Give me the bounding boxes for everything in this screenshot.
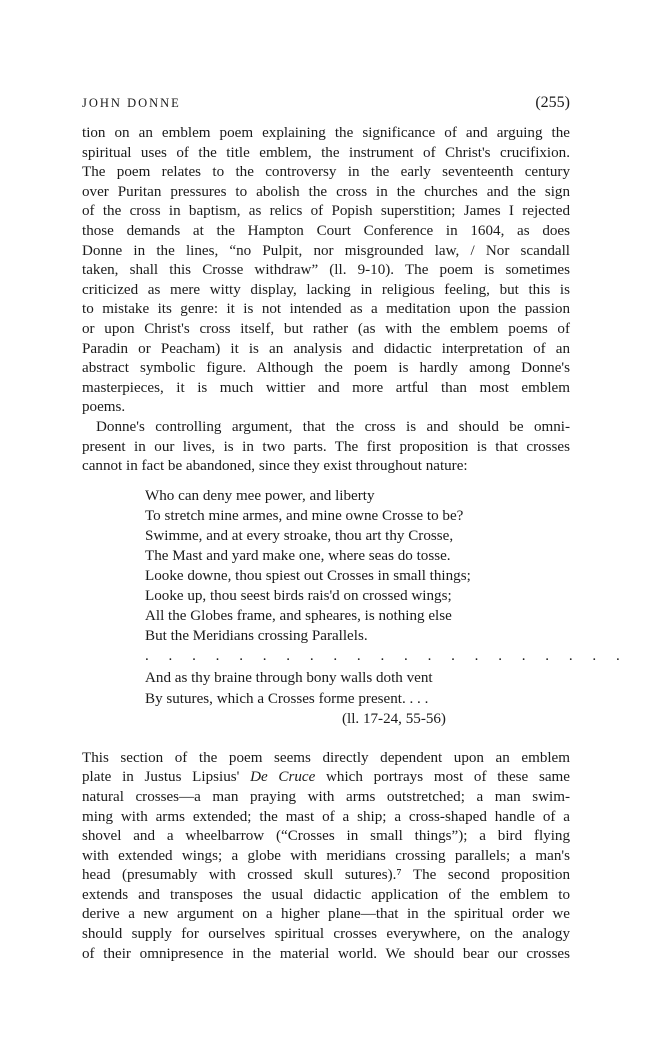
verse-line: Looke up, thou seest birds rais'd on crossed wings; [145, 588, 452, 605]
verse-line: To stretch mine armes, and mine owne Crosse to be? [145, 507, 464, 524]
text-line: criticized as mere witty display, lacking in religious feeling, but this is [82, 281, 570, 298]
verse-line: Swimme, and at every stroake, thou art thy Crosse, [145, 527, 454, 544]
text-span: which portrays most of these same [315, 769, 570, 786]
text-line: present in our lives, is in two parts. The first proposition is that crosses [82, 438, 570, 455]
text-line: derive a new argument on a higher plane—that in the spiritual order we [82, 906, 570, 923]
verse-line: All the Globes frame, and spheares, is nothing else [145, 608, 452, 625]
verse-line: But the Meridians crossing Parallels. [145, 628, 368, 645]
text-line: abstract symbolic figure. Although the poem is hardly among Donne's [82, 360, 570, 377]
verse-citation: (ll. 17-24, 55-56) [342, 710, 446, 727]
text-line: over Puritan pressures to abolish the cross in the churches and the sign [82, 183, 570, 200]
page-number: (255) [535, 94, 570, 111]
text-line: Donne's controlling argument, that the cross is and should be omni- [96, 418, 570, 435]
book-page [82, 94, 628, 964]
running-title: JOHN DONNE [82, 96, 181, 110]
paragraph-controlling-argument [82, 418, 570, 477]
text-line: with extended wings; a globe with meridians crossing parallels; a man's [82, 847, 570, 864]
verse-line: Who can deny mee power, and liberty [145, 487, 375, 504]
verse-line: And as thy braine through bony walls doth vent [145, 670, 433, 687]
verse-line: The Mast and yard make one, where seas do tosse. [145, 547, 451, 564]
book-title-de-cruce: De Cruce [250, 769, 316, 786]
text-line: head (presumably with crossed skull sutures).⁷ The second proposition [82, 867, 570, 884]
text-line: poems. [82, 399, 126, 416]
paragraph-emblem-poem [82, 124, 570, 418]
text-line: extends and transposes the usual didactic application of the emblem to [82, 886, 570, 903]
text-line: This section of the poem seems directly dependent upon an emblem [82, 749, 570, 766]
verse-line: By sutures, which a Crosses forme present. . . . [145, 690, 429, 707]
text-line: to mistake its genre: it is not intended as a meditation upon the passion [82, 301, 570, 318]
text-line [82, 768, 570, 788]
text-line: The poem relates to the controversy in the early seventeenth century [82, 164, 570, 181]
ellipsis-row: . . . . . . . . . . . . . . . . . . . . . [145, 648, 628, 665]
text-line: Donne in the lines, “no Pulpit, nor misgrounded law, / Nor scandall [82, 242, 570, 259]
text-line: cannot in fact be abandoned, since they exist throughout nature: [82, 458, 468, 475]
verse-line: Looke downe, thou spiest out Crosses in small things; [145, 568, 471, 585]
text-line: taken, shall this Crosse withdraw” (ll. 9-10). The poem is sometimes [82, 262, 570, 279]
text-line: masterpieces, it is much wittier and more artful than most emblem [82, 379, 570, 396]
text-line: of their omnipresence in the material world. We should bear our crosses [82, 945, 570, 962]
text-line: Paradin or Peacham) it is an analysis and didactic interpretation of an [82, 340, 570, 357]
text-line: those demands at the Hampton Court Conference in 1604, as does [82, 222, 570, 239]
text-line: should supply for ourselves spiritual crosses everywhere, on the analogy [82, 926, 570, 943]
text-line: tion on an emblem poem explaining the significance of and arguing the [82, 125, 570, 141]
text-line: shovel and a wheelbarrow (“Crosses in small things”); a bird flying [82, 828, 570, 845]
verse-quotation [145, 486, 628, 729]
text-line: spiritual uses of the title emblem, the instrument of Christ's crucifixion. [82, 144, 570, 161]
text-line: ming with arms extended; the mast of a ship; a cross-shaped handle of a [82, 808, 570, 825]
running-head [82, 94, 570, 118]
text-line: of the cross in baptism, as relics of Popish superstition; James I rejected [82, 203, 570, 220]
text-span: plate in Justus Lipsius' [82, 769, 251, 786]
paragraph-lipsius [82, 749, 570, 965]
text-line: or upon Christ's cross itself, but rather (as with the emblem poems of [82, 320, 570, 337]
text-line: natural crosses—a man praying with arms outstretched; a man swim- [82, 788, 570, 805]
